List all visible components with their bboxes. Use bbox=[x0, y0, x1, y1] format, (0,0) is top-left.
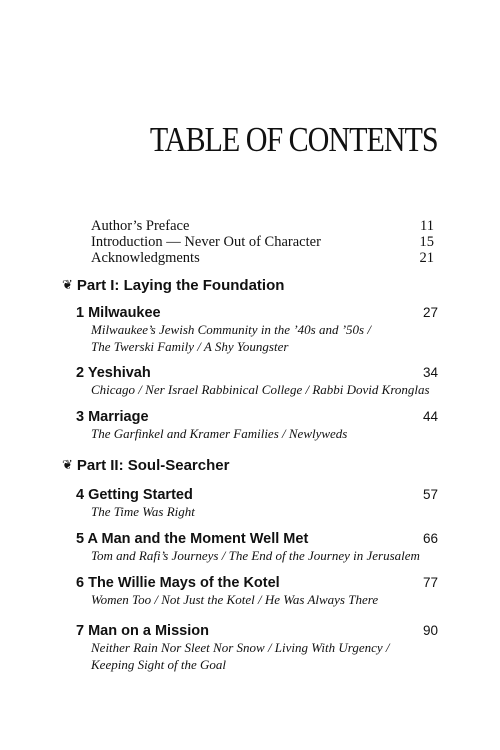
chapter-entry[interactable] bbox=[76, 304, 438, 355]
front-matter bbox=[91, 218, 434, 266]
chapter-title: 5 A Man and the Moment Well Met bbox=[76, 531, 309, 547]
entry-label: Author’s Preface bbox=[91, 218, 190, 234]
part-heading[interactable] bbox=[62, 458, 229, 474]
fleuron-icon: ❦ bbox=[62, 278, 71, 293]
chapter-subtitle: Keeping Sight of the Goal bbox=[91, 656, 227, 672]
page-title: TABLE OF CONTENTS bbox=[150, 120, 438, 159]
chapter-subtitle: The Twerski Family / A Shy Youngster bbox=[91, 338, 289, 354]
chapter-subtitle: Milwaukee’s Jewish Community in the ’40s and ’50s / bbox=[91, 322, 371, 337]
chapter-entry[interactable] bbox=[76, 574, 438, 609]
chapter-page: 27 bbox=[422, 305, 438, 320]
chapter-page: 90 bbox=[422, 623, 438, 638]
entry-page: 11 bbox=[420, 218, 434, 234]
fleuron-icon: ❦ bbox=[62, 458, 71, 473]
entry-label: Acknowledgments bbox=[91, 250, 200, 266]
entry-page: 21 bbox=[419, 250, 434, 266]
chapter-title: 2 Yeshivah bbox=[76, 365, 151, 381]
chapter-title: 3 Marriage bbox=[76, 409, 149, 425]
toc-entry[interactable] bbox=[91, 250, 434, 266]
chapter-entry[interactable] bbox=[76, 408, 438, 443]
chapter-entry[interactable] bbox=[76, 622, 438, 673]
chapter-subtitle: The Time Was Right bbox=[91, 504, 195, 519]
entry-page: 15 bbox=[419, 234, 434, 250]
chapter-page: 44 bbox=[422, 409, 438, 424]
chapter-subtitle: The Garfinkel and Kramer Families / Newlyweds bbox=[91, 426, 348, 441]
part-label: Part I: Laying the Foundation bbox=[76, 277, 285, 294]
chapter-subtitle: Tom and Rafi’s Journeys / The End of the Journey in Jerusalem bbox=[91, 548, 420, 563]
chapter-subtitle: Neither Rain Nor Sleet Nor Snow / Living With Urgency / bbox=[91, 640, 390, 655]
chapter-page: 77 bbox=[422, 575, 438, 590]
part-label: Part II: Soul-Searcher bbox=[76, 457, 230, 474]
chapter-title: 7 Man on a Mission bbox=[76, 623, 209, 639]
toc-entry[interactable] bbox=[91, 234, 434, 250]
chapter-title: 6 The Willie Mays of the Kotel bbox=[76, 575, 280, 591]
toc-entry[interactable] bbox=[91, 218, 434, 234]
chapter-subtitle: Women Too / Not Just the Kotel / He Was Always There bbox=[91, 592, 379, 607]
chapter-page: 57 bbox=[422, 487, 438, 502]
chapter-title: 4 Getting Started bbox=[76, 487, 193, 503]
chapter-subtitle: Chicago / Ner Israel Rabbinical College / Rabbi Dovid Kronglas bbox=[91, 382, 430, 397]
chapter-entry[interactable] bbox=[76, 486, 438, 521]
part-heading[interactable] bbox=[62, 278, 284, 294]
chapter-entry[interactable] bbox=[76, 364, 438, 399]
chapter-title: 1 Milwaukee bbox=[76, 305, 161, 321]
chapter-entry[interactable] bbox=[76, 530, 438, 565]
chapter-page: 66 bbox=[422, 531, 438, 546]
chapter-page: 34 bbox=[422, 365, 438, 380]
entry-label: Introduction — Never Out of Character bbox=[91, 234, 321, 250]
